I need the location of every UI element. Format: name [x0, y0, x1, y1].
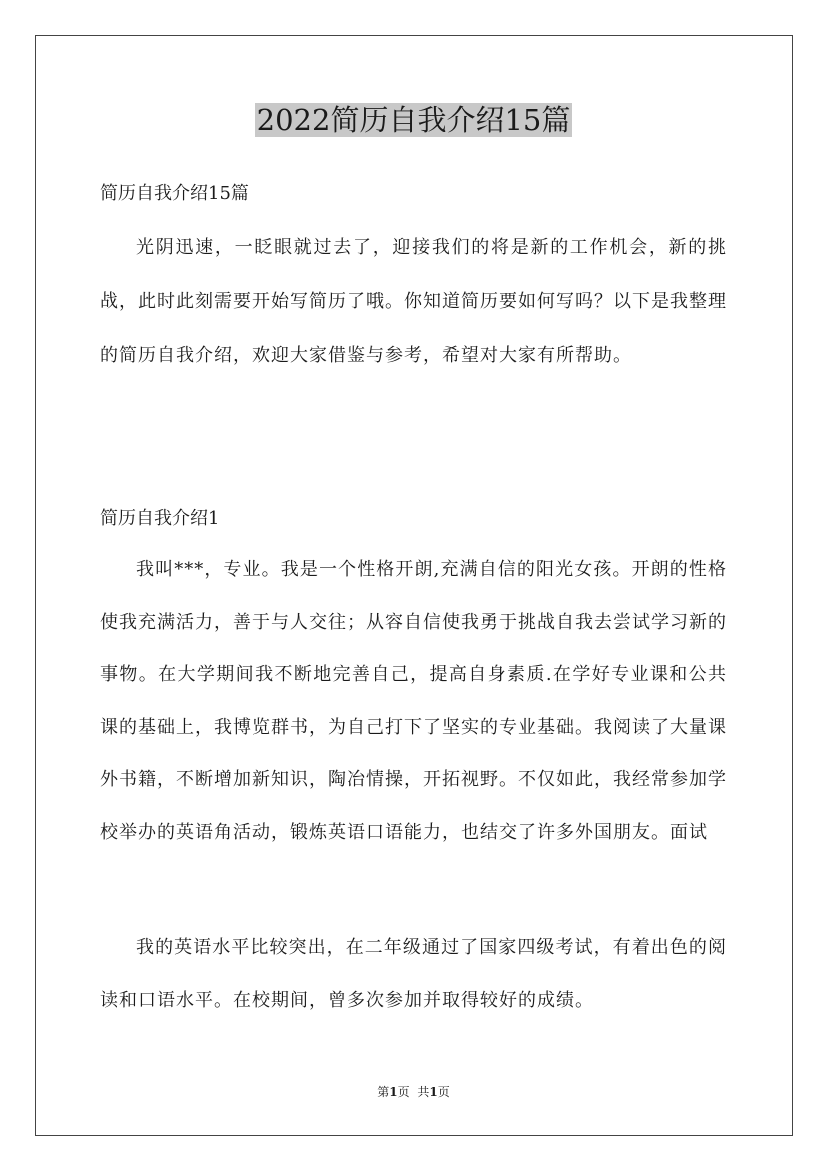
footer-page-prefix: 第 — [377, 1085, 390, 1099]
intro-paragraph: 光阴迅速，一眨眼就过去了，迎接我们的将是新的工作机会，新的挑战，此时此刻需要开始写简历了哦。你知道简历要如何写吗？以下是我整理的简历自我介绍，欢迎大家借鉴与参考，希望对大家有所帮助。 — [100, 237, 727, 366]
section-1-heading: 简历自我介绍1 — [100, 508, 220, 529]
section-1-paragraph-2: 我的英语水平比较突出，在二年级通过了国家四级考试，有着出色的阅读和口语水平。在校期间，曾多次参加并取得较好的成绩。 — [100, 937, 727, 1011]
footer-page-suffix: 页 — [397, 1085, 410, 1099]
document-title — [0, 100, 827, 140]
document-title-text: 2022简历自我介绍15篇 — [256, 103, 571, 137]
main-heading: 简历自我介绍15篇 — [100, 183, 249, 204]
page-footer — [0, 1083, 827, 1101]
footer-total-prefix: 共 — [417, 1085, 430, 1099]
footer-total-suffix: 页 — [437, 1085, 450, 1099]
footer-page-number: 1 — [389, 1085, 398, 1099]
footer-total-number: 1 — [429, 1085, 438, 1099]
section-1-paragraph-1: 我叫***，专业。我是一个性格开朗,充满自信的阳光女孩。开朗的性格使我充满活力，善于与人交往；从容自信使我勇于挑战自我去尝试学习新的事物。在大学期间我不断地完善自己，提高自身素质.在学好专业课和公共课的基础上，我博览群书，为自己打下了坚实的专业基础。我阅读了大量课外书籍，不断增加新知识，陶冶情操，开拓视野。不仅如此，我经常参加学校举办的英语角活动，锻炼英语口语能力，也结交了许多外国朋友。面试 — [100, 559, 727, 843]
